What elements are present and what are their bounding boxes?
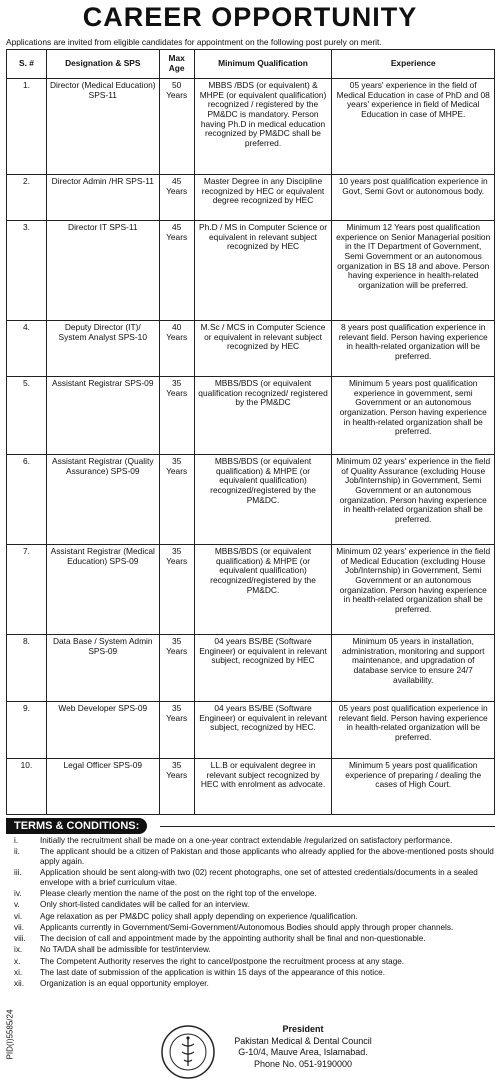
cell-age: 35 Years [159, 455, 194, 545]
cell-age: 35 Years [159, 635, 194, 702]
cell-qualification: MBBS/BDS (or equivalent qualification) & MHPE (or equivalent qualification) recognized/registered by the PM&DC. [194, 455, 332, 545]
cell-sno: 4. [7, 321, 47, 377]
table-row [7, 455, 495, 545]
cell-experience: Minimum 12 Years post qualification experience on Senior Managerial position in the IT Department of Government, Semi Government or an autonomous organization in BS 18 and above. Person having experience in health-related organization will be preferred. [332, 221, 495, 321]
term-number: viii. [14, 934, 26, 944]
cell-sno: 2. [7, 175, 47, 221]
term-number: iv. [14, 889, 22, 899]
cell-age: 35 Years [159, 545, 194, 635]
list-item [6, 957, 495, 967]
table-row [7, 377, 495, 455]
term-number: iii. [14, 868, 22, 878]
term-number: ii. [14, 847, 20, 857]
terms-list [6, 836, 495, 991]
term-number: v. [14, 900, 20, 910]
cell-experience: Minimum 5 years post qualification experience in government, semi Government or an autonomous organization. Person having experience in health-related organization shall be preferred. [332, 377, 495, 455]
cell-sno: 9. [7, 702, 47, 759]
signatory-title: President [282, 1024, 324, 1034]
table-row [7, 759, 495, 815]
term-text: Please clearly mention the name of the post on the right top of the envelope. [40, 889, 317, 899]
term-text: Organization is an equal opportunity employer. [40, 979, 209, 989]
header-qualification: Minimum Qualification [194, 50, 332, 79]
cell-age: 35 Years [159, 377, 194, 455]
term-text: Initially the recruitment shall be made on a one-year contract extendable /regularized on satisfactory performance. [40, 836, 453, 845]
cell-age: 40 Years [159, 321, 194, 377]
cell-qualification: MBBS/BDS (or equivalent qualification recognized/ registered by the PM&DC [194, 377, 332, 455]
cell-qualification: 04 years BS/BE (Software Engineer) or equivalent in relevant subject, recognized by HEC [194, 635, 332, 702]
list-item [6, 847, 495, 866]
cell-age: 45 Years [159, 175, 194, 221]
cell-experience: 05 years post qualification experience in relevant field. Person having experience in health-related organization will be preferred. [332, 702, 495, 759]
table-header-row [7, 50, 495, 79]
list-item [6, 868, 495, 887]
cell-qualification: M.Sc / MCS in Computer Science or equivalent in relevant subject recognized by HEC [194, 321, 332, 377]
cell-designation: Director Admin /HR SPS-11 [46, 175, 159, 221]
term-text: Application should be sent along-with two (02) recent photographs, one set of attested credentials/documents in a sealed envelope with a brief curriculum vitae. [40, 868, 478, 887]
terms-heading: TERMS & CONDITIONS: [6, 818, 147, 834]
term-number: vii. [14, 922, 25, 932]
cell-designation: Assistant Registrar SPS-09 [46, 377, 159, 455]
cell-sno: 6. [7, 455, 47, 545]
table-row [7, 175, 495, 221]
list-item [6, 945, 495, 955]
cell-qualification: Master Degree in any Discipline recognized by HEC or equivalent degree recognized by HEC [194, 175, 332, 221]
table-row [7, 702, 495, 759]
organization-phone: Phone No. 051-9190000 [253, 1059, 353, 1070]
cell-designation: Assistant Registrar (Medical Education) SPS-09 [46, 545, 159, 635]
cell-qualification: 04 years BS/BE (Software Engineer) or equivalent in relevant subject, recognized by HEC. [194, 702, 332, 759]
term-text: The last date of submission of the application is within 15 days of the appearance of this notice. [40, 968, 385, 977]
term-number: vi. [14, 911, 23, 921]
table-row [7, 221, 495, 321]
cell-designation: Deputy Director (IT)/ System Analyst SPS-10 [46, 321, 159, 377]
cell-sno: 1. [7, 79, 47, 175]
list-item [6, 934, 495, 944]
cell-sno: 10. [7, 759, 47, 815]
term-number: xii. [14, 979, 25, 989]
list-item [6, 979, 495, 989]
cell-sno: 5. [7, 377, 47, 455]
table-row [7, 545, 495, 635]
term-text: No TA/DA shall be admissible for test/interview. [40, 945, 211, 955]
cell-experience: Minimum 02 years' experience in the field of Quality Assurance (excluding House Job/Internship) in Government, Semi Government or an autonomous organization. Person having experience in health-related organization shall be preferred. [332, 455, 495, 545]
cell-experience: Minimum 02 years' experience in the field of Medical Education (excluding House Job/Internship) in Government, Semi Government or an autonomous organization. Person having experience in health-related organization shall be preferred. [332, 545, 495, 635]
cell-experience: 05 years' experience in the field of Medical Education in case of PhD and 08 years' experience in field of Medical Education in case of MHPE. [332, 79, 495, 175]
term-text: Age relaxation as per PM&DC policy shall apply depending on experience /qualification. [40, 911, 358, 921]
term-text: The decision of call and appointment made by the appointing authority shall be final and non-questionable. [40, 934, 426, 944]
pmdc-seal-logo [160, 1024, 216, 1080]
cell-sno: 3. [7, 221, 47, 321]
contact-block [218, 1024, 388, 1071]
cell-age: 35 Years [159, 759, 194, 815]
term-text: Applicants currently in Government/Semi-Government/Autonomous Bodies should apply through proper channels. [40, 922, 454, 932]
publication-reference: PID(I)5585/24 [5, 1009, 15, 1060]
cell-age: 50 Years [159, 79, 194, 175]
cell-experience: Minimum 5 years post qualification experience of preparing / dealing the cases of High Court. [332, 759, 495, 815]
list-item [6, 836, 495, 846]
cell-sno: 7. [7, 545, 47, 635]
term-text: The Competent Authority reserves the right to cancel/postpone the recruitment process at any stage. [40, 956, 405, 966]
term-text: Only short-listed candidates will be called for an interview. [40, 900, 250, 910]
cell-designation: Director IT SPS-11 [46, 221, 159, 321]
cell-designation: Assistant Registrar (Quality Assurance) SPS-09 [46, 455, 159, 545]
terms-divider [160, 826, 495, 827]
term-number: i. [14, 836, 19, 845]
cell-designation: Director (Medical Education) SPS-11 [46, 79, 159, 175]
header-max-age: Max Age [159, 50, 194, 79]
organization-name: Pakistan Medical & Dental Council [234, 1035, 372, 1046]
list-item [6, 968, 495, 978]
cell-qualification: Ph.D / MS in Computer Science or equivalent in relevant subject recognized by HEC [194, 221, 332, 321]
header-designation: Designation & SPS [46, 50, 159, 79]
list-item [6, 900, 495, 910]
term-number: xi. [14, 968, 23, 977]
term-text: The applicant should be a citizen of Pakistan and those applicants who already applied for the above-mentioned posts should apply again. [40, 847, 494, 866]
list-item [6, 923, 495, 933]
term-number: x. [14, 956, 21, 966]
term-number: ix. [14, 945, 23, 955]
header-sno: S. # [7, 50, 47, 79]
cell-qualification: MBBS /BDS (or equivalent) & MHPE (or equivalent qualification) recognized / registered by the PM&DC is mandatory. Person having Ph.D in medical education recognized by PM&DC shall be preferred. [194, 79, 332, 175]
cell-age: 45 Years [159, 221, 194, 321]
cell-designation: Legal Officer SPS-09 [46, 759, 159, 815]
list-item [6, 912, 495, 922]
page-title: CAREER OPPORTUNITY [82, 2, 418, 32]
organization-address: G-10/4, Mauve Area, Islamabad. [238, 1047, 368, 1058]
cell-designation: Data Base / System Admin SPS-09 [46, 635, 159, 702]
cell-experience: 10 years post qualification experience in Govt, Semi Govt or autonomous body. [332, 175, 495, 221]
cell-age: 35 Years [159, 702, 194, 759]
cell-experience: Minimum 05 years in installation, administration, monitoring and support maintenance, and upgradation of database service to ensure 24/7 availability. [332, 635, 495, 702]
posts-table [6, 49, 495, 815]
list-item [6, 889, 495, 899]
header-experience: Experience [332, 50, 495, 79]
cell-qualification: LL.B or equivalent degree in relevant subject recognized by HEC with enrolment as advocate. [194, 759, 332, 815]
table-row [7, 635, 495, 702]
intro-text: Applications are invited from eligible candidates for appointment on the following post purely on merit. [6, 37, 382, 47]
cell-designation: Web Developer SPS-09 [46, 702, 159, 759]
table-row [7, 79, 495, 175]
cell-experience: 8 years post qualification experience in relevant field. Person having experience in health-related organization will be preferred. [332, 321, 495, 377]
cell-qualification: MBBS/BDS (or equivalent qualification) & MHPE (or equivalent qualification) recognized/registered by the PM&DC. [194, 545, 332, 635]
cell-sno: 8. [7, 635, 47, 702]
table-row [7, 321, 495, 377]
